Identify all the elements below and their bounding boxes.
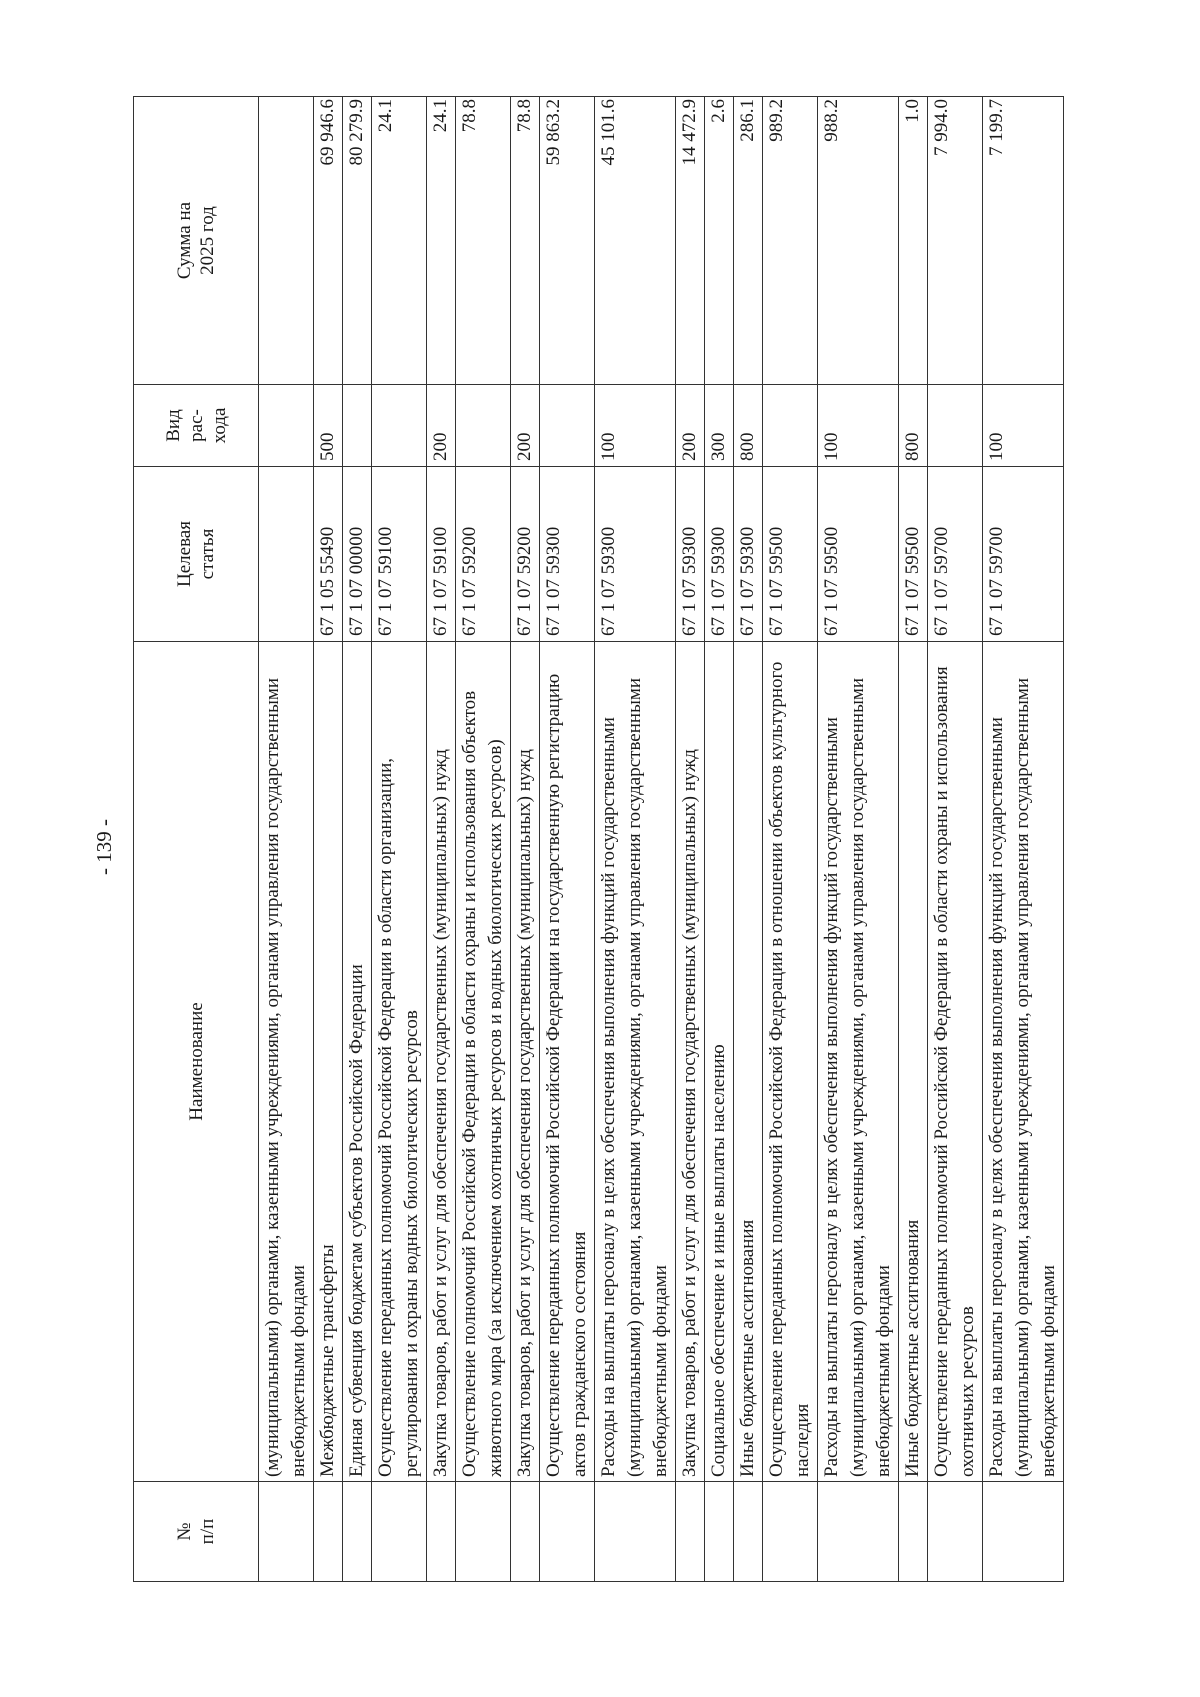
row-kind-cell	[456, 385, 511, 467]
row-sum-cell: 988.2	[818, 97, 899, 385]
table-row	[818, 97, 899, 1582]
row-kind-cell	[259, 385, 314, 467]
row-sum-cell: 45 101.6	[595, 97, 676, 385]
row-kind-cell: 800	[899, 385, 928, 467]
row-kind-cell	[540, 385, 595, 467]
row-sum-cell: 80 279.9	[343, 97, 372, 385]
row-target-cell	[259, 467, 314, 642]
row-num-cell	[259, 1482, 314, 1582]
row-target-cell: 67 1 05 55490	[314, 467, 343, 642]
row-sum-cell: 2.6	[705, 97, 734, 385]
row-sum-cell: 989.2	[763, 97, 818, 385]
row-name-cell: Осуществление полномочий Российской Федерации в области охраны и использования объектов животного мира (за исключением охотничьих ресурсов и водных биологических ресурсов)	[456, 642, 511, 1482]
row-sum-cell: 78.8	[511, 97, 540, 385]
header-target: Целевая статья	[134, 467, 259, 642]
row-target-cell: 67 1 07 59200	[511, 467, 540, 642]
row-kind-cell	[763, 385, 818, 467]
row-name-cell: Осуществление переданных полномочий Российской Федерации в области организации, регулирования и охраны водных биологических ресурсов	[372, 642, 427, 1482]
row-sum-cell: 14 472.9	[676, 97, 705, 385]
table-row	[763, 97, 818, 1582]
row-sum-cell: 7 199.7	[983, 97, 1064, 385]
row-num-cell	[676, 1482, 705, 1582]
table-row	[595, 97, 676, 1582]
row-kind-cell: 200	[511, 385, 540, 467]
row-name-cell: Единая субвенция бюджетам субъектов Российской Федерации	[343, 642, 372, 1482]
row-kind-cell: 100	[983, 385, 1064, 467]
row-kind-cell: 100	[595, 385, 676, 467]
row-target-cell: 67 1 07 59700	[983, 467, 1064, 642]
row-kind-cell: 300	[705, 385, 734, 467]
row-target-cell: 67 1 07 59300	[540, 467, 595, 642]
row-kind-cell: 500	[314, 385, 343, 467]
table-row	[343, 97, 372, 1582]
row-name-cell: Расходы на выплаты персоналу в целях обеспечения выполнения функций государственными (муниципальными) органами, казенными учреждениями, органами управления государственными внебюджетными фондами	[595, 642, 676, 1482]
row-num-cell	[928, 1482, 983, 1582]
row-name-cell: Иные бюджетные ассигнования	[734, 642, 763, 1482]
header-name: Наименование	[134, 642, 259, 1482]
row-sum-cell: 1.0	[899, 97, 928, 385]
row-sum-cell: 24.1	[427, 97, 456, 385]
row-target-cell: 67 1 07 59500	[763, 467, 818, 642]
table-row	[372, 97, 427, 1582]
row-num-cell	[705, 1482, 734, 1582]
header-kind: Вид рас- хода	[134, 385, 259, 467]
row-num-cell	[763, 1482, 818, 1582]
row-kind-cell	[928, 385, 983, 467]
row-num-cell	[427, 1482, 456, 1582]
row-kind-cell	[372, 385, 427, 467]
row-sum-cell: 286.1	[734, 97, 763, 385]
row-target-cell: 67 1 07 59300	[734, 467, 763, 642]
table-body	[259, 97, 1064, 1582]
row-target-cell: 67 1 07 59700	[928, 467, 983, 642]
row-sum-cell: 59 863.2	[540, 97, 595, 385]
row-name-cell: Закупка товаров, работ и услуг для обеспечения государственных (муниципальных) нужд	[427, 642, 456, 1482]
row-name-cell: Закупка товаров, работ и услуг для обеспечения государственных (муниципальных) нужд	[676, 642, 705, 1482]
table-row	[259, 97, 314, 1582]
header-num: № п/п	[134, 1482, 259, 1582]
row-target-cell: 67 1 07 59300	[595, 467, 676, 642]
row-name-cell: Осуществление переданных полномочий Российской Федерации в области охраны и использования охотничьих ресурсов	[928, 642, 983, 1482]
row-num-cell	[899, 1482, 928, 1582]
table-row	[314, 97, 343, 1582]
row-kind-cell: 800	[734, 385, 763, 467]
row-name-cell: Осуществление переданных полномочий Российской Федерации на государственную регистрацию актов гражданского состояния	[540, 642, 595, 1482]
table-header	[134, 97, 259, 1582]
row-target-cell: 67 1 07 59500	[818, 467, 899, 642]
row-num-cell	[595, 1482, 676, 1582]
row-num-cell	[511, 1482, 540, 1582]
row-kind-cell: 100	[818, 385, 899, 467]
table-row	[511, 97, 540, 1582]
row-num-cell	[372, 1482, 427, 1582]
table-row	[456, 97, 511, 1582]
table-row	[734, 97, 763, 1582]
row-sum-cell: 78.8	[456, 97, 511, 385]
table-row	[540, 97, 595, 1582]
row-sum-cell: 69 946.6	[314, 97, 343, 385]
row-kind-cell: 200	[427, 385, 456, 467]
row-target-cell: 67 1 07 59500	[899, 467, 928, 642]
row-target-cell: 67 1 07 59100	[427, 467, 456, 642]
table-row	[676, 97, 705, 1582]
row-target-cell: 67 1 07 00000	[343, 467, 372, 642]
row-num-cell	[314, 1482, 343, 1582]
row-num-cell	[818, 1482, 899, 1582]
row-kind-cell	[343, 385, 372, 467]
row-target-cell: 67 1 07 59300	[676, 467, 705, 642]
row-target-cell: 67 1 07 59100	[372, 467, 427, 642]
table-row	[928, 97, 983, 1582]
row-sum-cell: 7 994.0	[928, 97, 983, 385]
row-name-cell: Расходы на выплаты персоналу в целях обеспечения выполнения функций государственными (муниципальными) органами, казенными учреждениями, органами управления государственными внебюджетными фондами	[983, 642, 1064, 1482]
header-sum: Сумма на 2025 год	[134, 97, 259, 385]
table-row	[899, 97, 928, 1582]
row-name-cell: Иные бюджетные ассигнования	[899, 642, 928, 1482]
table-row	[705, 97, 734, 1582]
row-name-cell: Закупка товаров, работ и услуг для обеспечения государственных (муниципальных) нужд	[511, 642, 540, 1482]
row-name-cell: Расходы на выплаты персоналу в целях обеспечения выполнения функций государственными (муниципальными) органами, казенными учреждениями, органами управления государственными внебюджетными фондами	[818, 642, 899, 1482]
row-sum-cell	[259, 97, 314, 385]
row-name-cell: (муниципальными) органами, казенными учреждениями, органами управления государственными внебюджетными фондами	[259, 642, 314, 1482]
row-sum-cell: 24.1	[372, 97, 427, 385]
row-num-cell	[456, 1482, 511, 1582]
row-target-cell: 67 1 07 59300	[705, 467, 734, 642]
table-row	[427, 97, 456, 1582]
row-num-cell	[734, 1482, 763, 1582]
row-num-cell	[343, 1482, 372, 1582]
table-row	[983, 97, 1064, 1582]
row-num-cell	[540, 1482, 595, 1582]
row-name-cell: Межбюджетные трансферты	[314, 642, 343, 1482]
row-name-cell: Осуществление переданных полномочий Российской Федерации в отношении объектов культурного наследия	[763, 642, 818, 1482]
row-num-cell	[983, 1482, 1064, 1582]
row-target-cell: 67 1 07 59200	[456, 467, 511, 642]
row-kind-cell: 200	[676, 385, 705, 467]
page-number: - 139 -	[92, 819, 116, 875]
budget-table	[133, 96, 1064, 1582]
row-name-cell: Социальное обеспечение и иные выплаты населению	[705, 642, 734, 1482]
